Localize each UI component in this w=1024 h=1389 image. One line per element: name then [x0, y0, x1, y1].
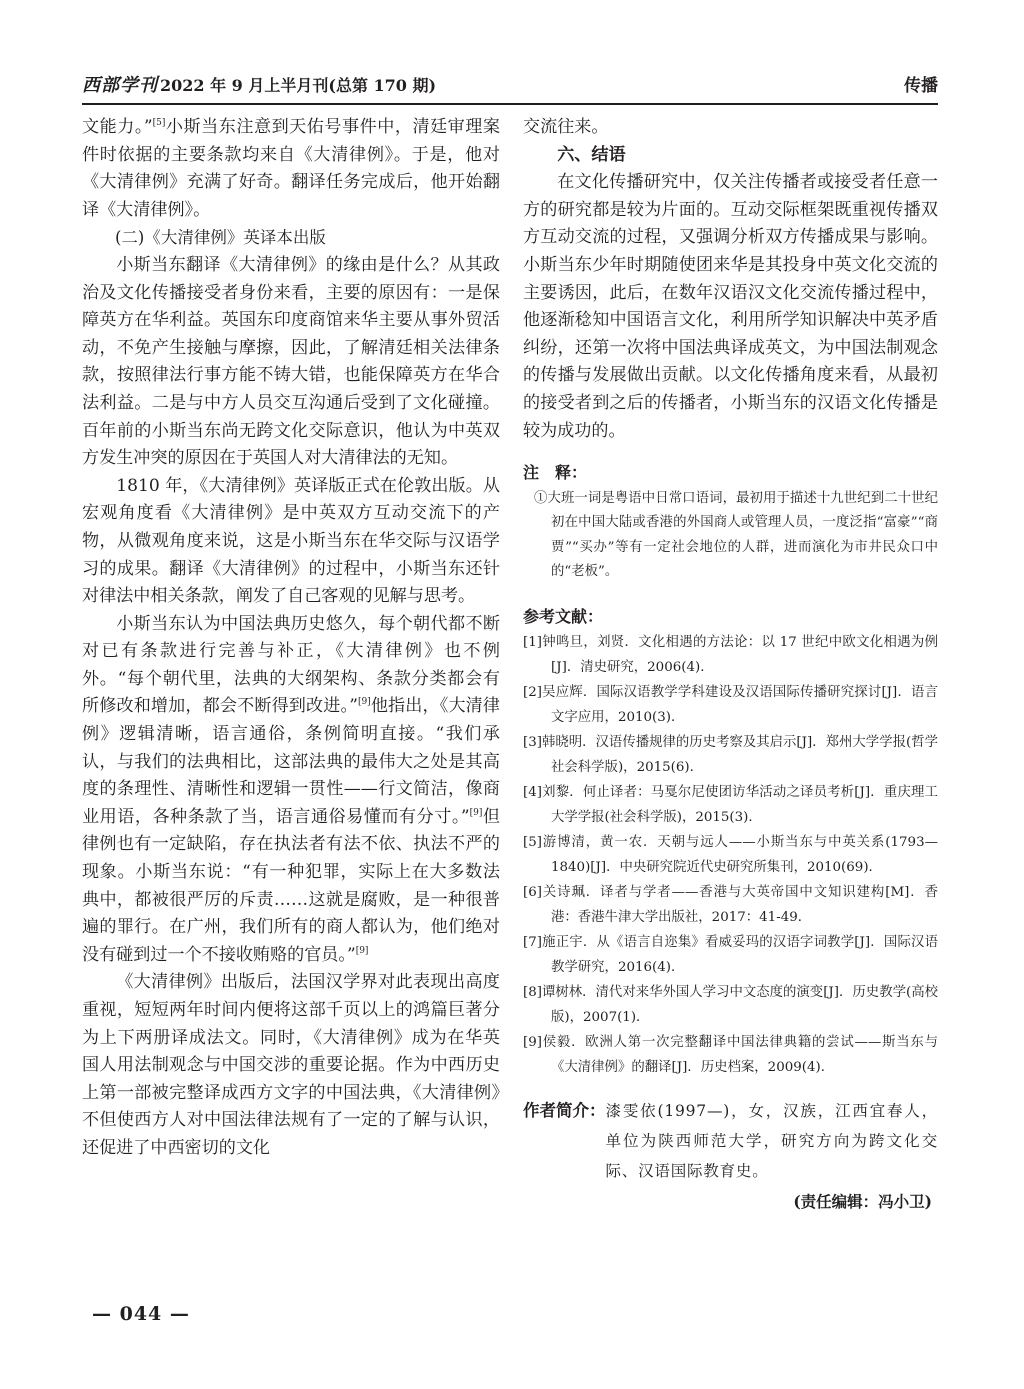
reference-list	[523, 630, 938, 1080]
reference-item: [6]关诗珮．译者与学者——香港与大英帝国中文知识建构[M]．香港：香港牛津大学出版社，2017：41-49．	[523, 885, 938, 926]
right-column	[523, 114, 938, 1216]
running-header	[82, 72, 938, 100]
citation: [5]	[152, 118, 166, 128]
subsection-heading: (二)《大清律例》英译本出版	[115, 228, 326, 248]
left-column	[82, 114, 500, 1163]
paragraph: 1810 年，《大清律例》英译版正式在伦敦出版。从宏观角度看《大清律例》是中英双方互动交流下的产物，从微观角度来说，这是小斯当东在华交际与汉语学习的成果。翻译《大清律例》的过程中，小斯当东还针对律法中相关条款，阐发了自己客观的见解与思考。	[82, 475, 500, 607]
author-bio-text: 漆雯依(1997—)，女，汉族，江西宜春人，单位为陕西师范大学，研究方向为跨文化交际、汉语国际教育史。	[605, 1102, 938, 1181]
references-heading: 参考文献：	[523, 606, 604, 626]
footnote: ①大班一词是粤语中日常口语词，最初用于描述十九世纪到二十世纪初在中国大陆或香港的外国商人或管理人员，一度泛指“富豪”“商贾”“买办”等有一定社会地位的人群，进而演化为市井民众口中的“老板”。	[534, 490, 938, 580]
paragraph: 小斯当东认为中国法典历史悠久，每个朝代都不断对已有条款进行完善与补正，《大清律例》也不例外。“每个朝代里，法典的大纲架构、条款分类都会有所修改和增加，都会不断得到改进。”[9]他指出，《大清律例》逻辑清晰，语言通俗，条例简明直接。“我们承认，与我们的法典相比，这部法典的最伟大之处是其高度的条理性、清晰性和逻辑一贯性——行文简洁，像商业用语，各种条款了当，语言通俗易懂而有分寸。”[9]但律例也有一定缺陷，存在执法者有法不依、执法不严的现象。小斯当东说：“有一种犯罪，实际上在大多数法典中，都被很严厉的斥责……这就是腐败，是一种很普遍的罪行。在广州，我们所有的商人都认为，他们绝对没有碰到过一个不接收贿赂的官员。”[9]	[82, 613, 501, 965]
author-bio	[523, 1096, 938, 1186]
reference-item: [1]钟鸣旦，刘贤．文化相遇的方法论：以 17 世纪中欧文化相遇为例[J]．清史研究，2006(4)．	[523, 635, 938, 676]
reference-item: [3]韩晓明．汉语传播规律的历史考察及其启示[J]．郑州大学学报(哲学社会科学版)，2015(6)．	[523, 735, 938, 776]
reference-item: [8]谭树林．清代对来华外国人学习中文态度的演变[J]．历史教学(高校版)，2007(1)．	[523, 985, 938, 1026]
reference-item: [4]刘黎．何止译者：马戛尔尼使团访华活动之译员考析[J]．重庆理工大学学报(社会科学版)，2015(3)．	[523, 785, 938, 826]
journal-masthead: 西部学刊	[82, 75, 158, 96]
reference-item: [2]吴应辉．国际汉语教学学科建设及汉语国际传播研究探讨[J]．语言文字应用，2010(3)．	[523, 685, 938, 726]
paragraph: 《大清律例》出版后，法国汉学界对此表现出高度重视，短短两年时间内便将这部千页以上的鸿篇巨著分为上下两册译成法文。同时，《大清律例》成为在华英国人用法制观念与中国交涉的重要论据。作为中西历史上第一部被完整译成西方文字的中国法典，《大清律例》不但使西方人对中国法律法规有了一定的了解与认识，还促进了中西密切的文化	[82, 972, 500, 1158]
reference-item: [5]游博清，黄一农．天朝与远人——小斯当东与中英关系(1793—1840)[J]．中央研究院近代史研究所集刊，2010(69)．	[523, 835, 938, 876]
paragraph: 在文化传播研究中，仅关注传播者或接受者任意一方的研究都是较为片面的。互动交际框架既重视传播双方互动交流的过程，又强调分析双方传播成果与影响。小斯当东少年时期随使团来华是其投身中英文化交流的主要诱因，此后，在数年汉语汉文化交流传播过程中，他逐渐稔知中国语言文化，利用所学知识解决中英矛盾纠纷，还第一次将中国法典译成英文，为中国法制观念的传播与发展做出贡献。以文化传播角度来看，从最初的接受者到之后的传播者，小斯当东的汉语文化传播是较为成功的。	[523, 172, 938, 441]
citation: [9]	[355, 945, 369, 956]
citation: [9]	[469, 807, 483, 818]
section-name: 传播	[904, 76, 938, 96]
reference-item: [7]施正宇．从《语言自迩集》看威妥玛的汉语字词教学[J]．国际汉语教学研究，2016(4)．	[523, 935, 938, 976]
author-bio-label: 作者简介：	[523, 1101, 606, 1121]
reference-item: [9]侯毅．欧洲人第一次完整翻译中国法律典籍的尝试——斯当东与《大清律例》的翻译[J]．历史档案，2009(4)．	[523, 1035, 938, 1076]
paragraph-continued: 文能力。”[5]小斯当东注意到天佑号事件中，清廷审理案件时依据的主要条款均来自《大清律例》。于是，他对《大清律例》充满了好奇。翻译任务完成后，他开始翻译《大清律例》。	[82, 117, 500, 220]
paragraph-continued: 交流往来。	[523, 117, 609, 137]
notes-heading: 注 释：	[523, 463, 588, 483]
issue-info: 2022 年 9 月上半月刊(总第 170 期)	[160, 76, 437, 95]
citation: [9]	[357, 697, 371, 708]
responsible-editor: (责任编辑：冯小卫)	[793, 1192, 932, 1212]
section-heading: 六、结语	[557, 144, 626, 165]
paragraph: 小斯当东翻译《大清律例》的缘由是什么？从其政治及文化传播接受者身份来看，主要的原因有：一是保障英方在华利益。英国东印度商馆来华主要从事外贸活动，不免产生接触与摩擦，因此，了解清廷相关法律条款，按照律法行事方能不铸大错，也能保障英方在华合法利益。二是与中方人员交互沟通后受到了文化碰撞。百年前的小斯当东尚无跨文化交际意识，他认为中英双方发生冲突的原因在于英国人对大清律法的无知。	[82, 254, 500, 469]
header-rule	[82, 103, 938, 105]
page-number: — 044 —	[92, 1303, 190, 1325]
